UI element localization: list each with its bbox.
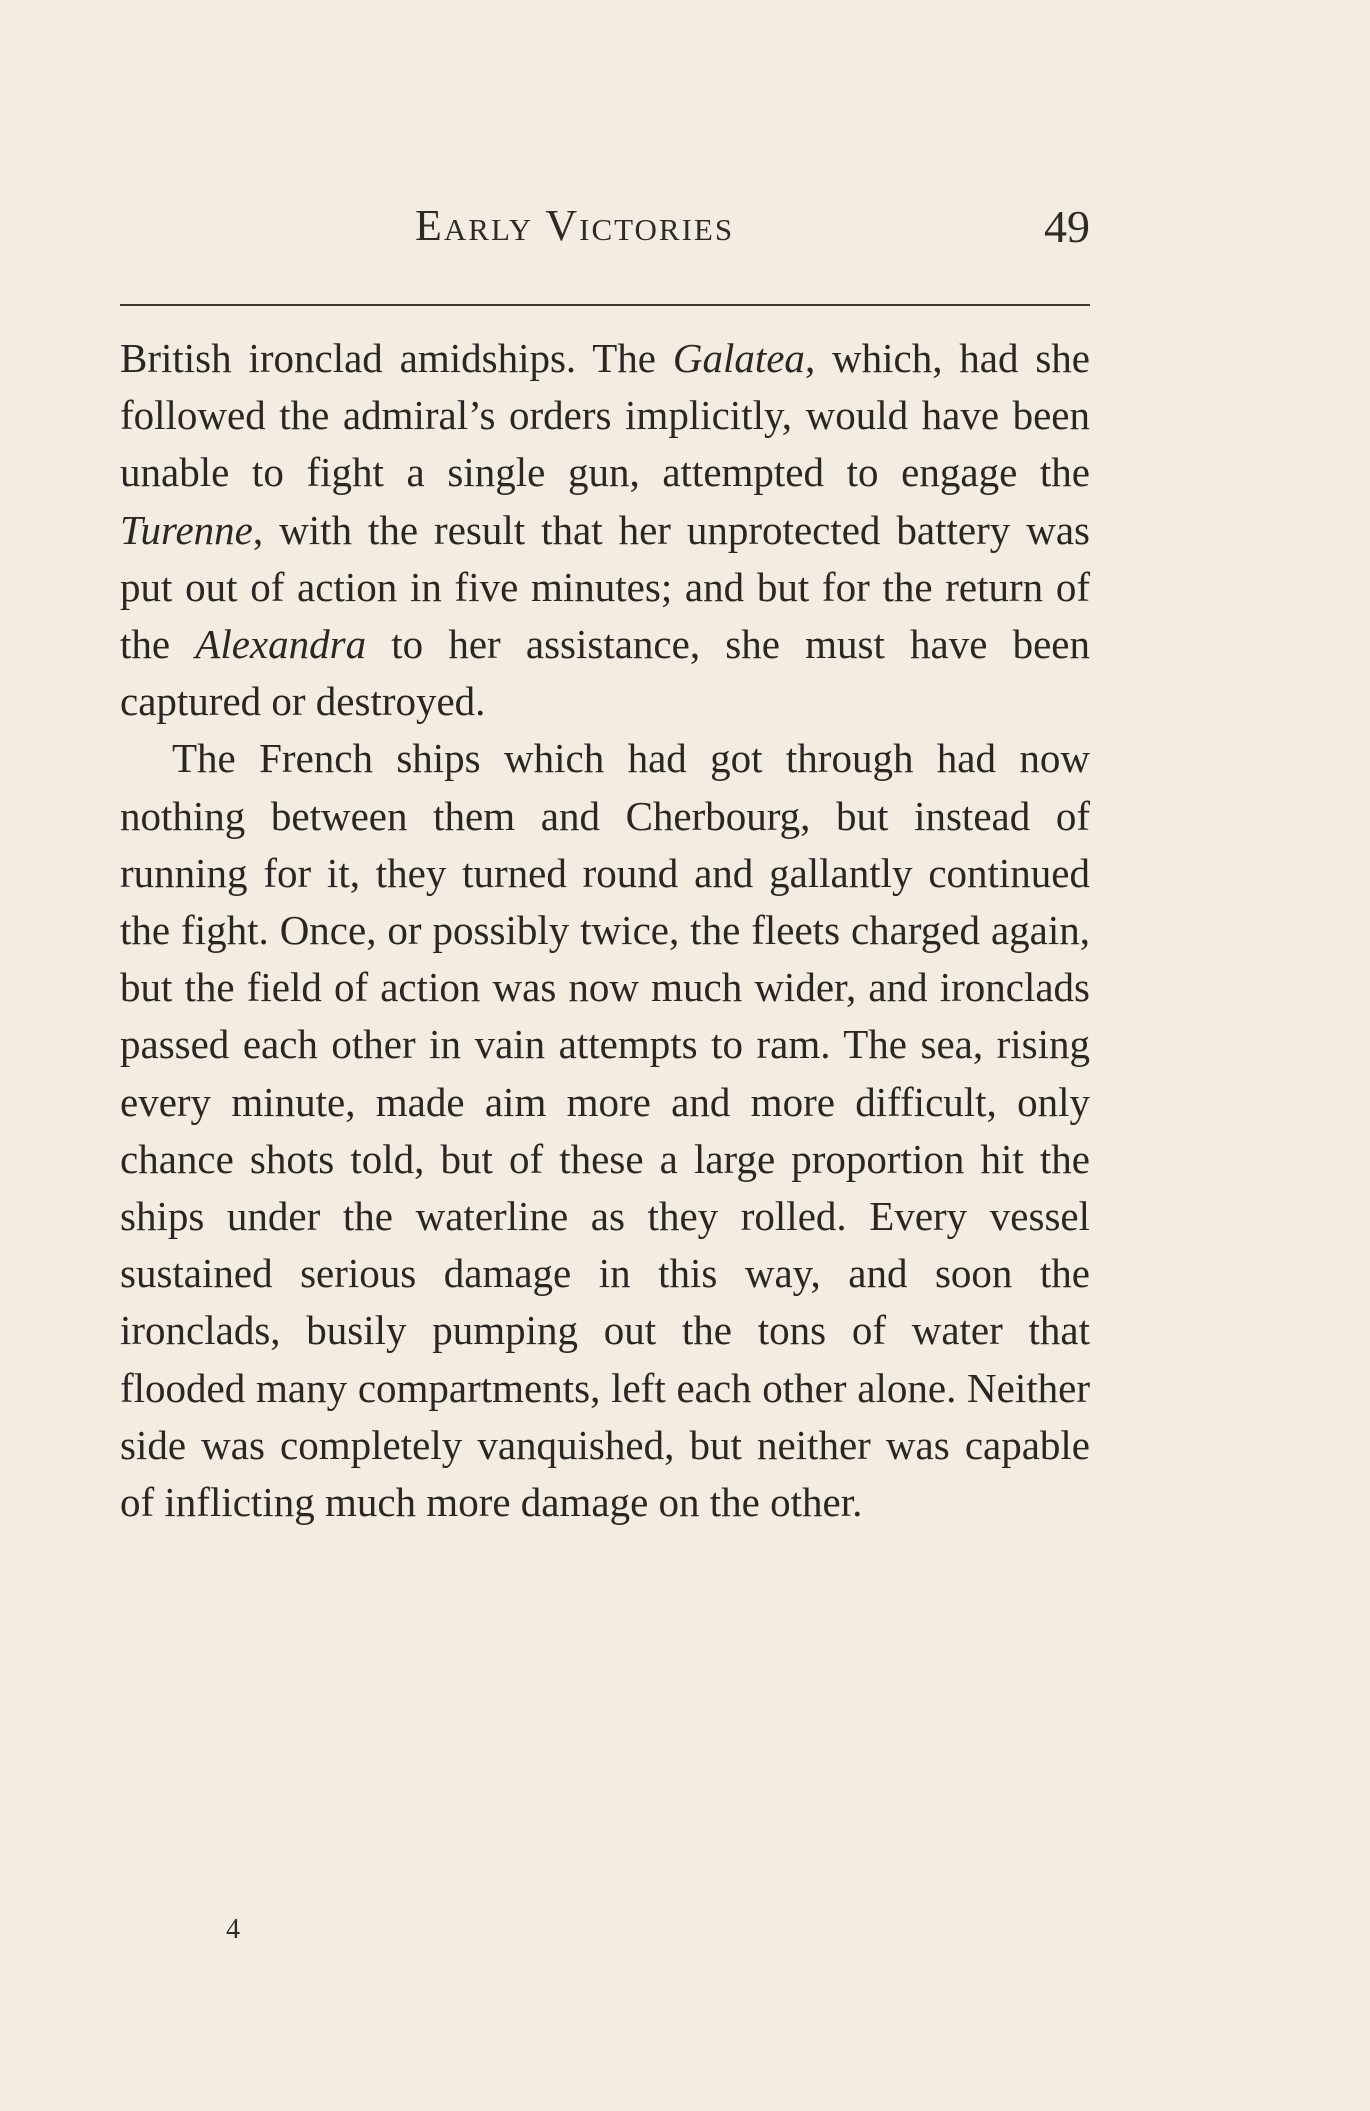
body-text [120,330,1090,1531]
header-rule [120,304,1090,306]
ship-name: Galatea [672,335,805,381]
page-number: 49 [1044,201,1090,252]
text-run: The French ships which had got through had now nothing between them and Cherbourg, but instead of running for it, they turned round and gallantly continued the fight. Once, or possibly twice, the fleets charged again, but the field of action was now much wider, and ironclads passed each other in vain attempts to ram. The sea, rising every minute, made aim more and more difficult, only chance shots told, but of these a large proportion hit the ships under the waterline as they rolled. Every vessel sustained serious damage in this way, and soon the ironclads, busily pumping out the tons of water that flooded many compartments, left each other alone. Neither side was completely vanquished, but neither was capable of inflicting much more damage on the other. [120,735,1090,1526]
signature-mark: 4 [226,1914,240,1945]
paragraph [120,330,1090,730]
running-head [120,200,1090,270]
text-run: British ironclad amidships. The [120,335,673,381]
text-run: to her assistance, she must have been captured or destroyed. [120,621,1090,725]
paragraph [120,730,1090,1531]
text-run: , which, had she followed the admiral’s orders implicitly, would have been unable to fight a single gun, attempted to engage the [120,335,1090,496]
text-run: , with the result that her unprotected battery was put out of action in five minutes; and but for the return of the [120,506,1090,668]
ship-name: Alexandra [195,621,367,668]
ship-name: Turenne [120,506,253,553]
running-title: Early Victories [415,201,735,250]
